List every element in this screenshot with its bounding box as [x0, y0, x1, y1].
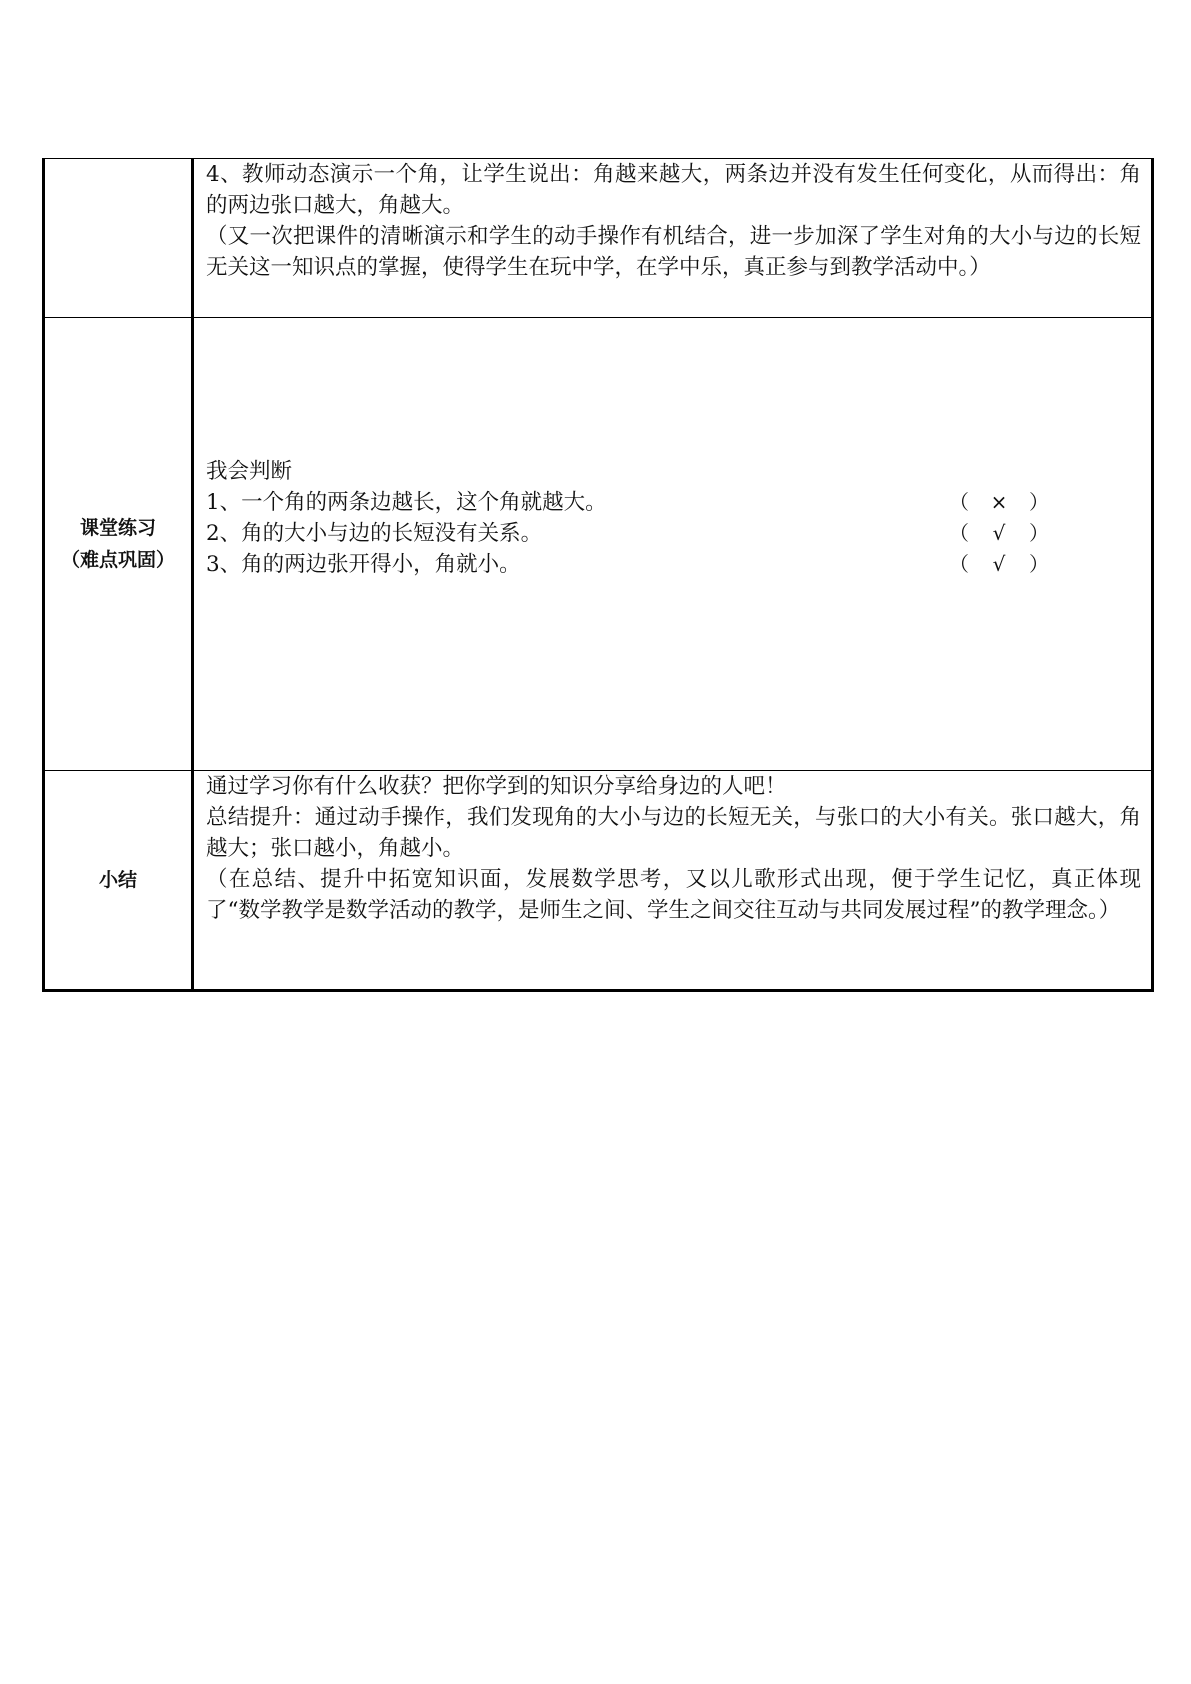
lesson-plan-table — [42, 158, 1154, 992]
judgement-item — [206, 487, 1141, 518]
close-paren: ） — [1029, 521, 1049, 545]
judgement-heading-line — [206, 456, 1141, 487]
summary-label: 小结 — [98, 869, 137, 891]
judgement-answer — [949, 549, 1049, 580]
table-row — [44, 771, 1153, 991]
table-row — [44, 159, 1153, 318]
open-paren: （ — [949, 521, 969, 545]
judgement-heading: 我会判断 — [206, 459, 293, 484]
summary-content-cell — [193, 771, 1153, 991]
practice-label: 课堂练习 — [79, 517, 156, 539]
open-paren: （ — [949, 490, 969, 514]
judgement-statement: 3、角的两边张开得小，角就小。 — [206, 552, 521, 577]
summary-label-cell — [44, 771, 193, 991]
practice-sublabel: （难点巩固） — [60, 549, 175, 571]
activity-step-text: 4、教师动态演示一个角，让学生说出：角越来越大，两条边并没有发生任何变化，从而得出：角的两边张口越大，角越大。 — [206, 162, 1141, 218]
judgement-item — [206, 549, 1141, 580]
summary-question-text: 通过学习你有什么收获？把你学到的知识分享给身边的人吧！ — [206, 774, 787, 799]
cross-mark: × — [990, 490, 1008, 514]
judgement-item — [206, 518, 1141, 549]
summary-note-text: （在总结、提升中拓宽知识面，发展数学思考，又以儿歌形式出现，便于学生记忆，真正体现了“数学教学是数学活动的教学，是师生之间、学生之间交往互动与共同发展过程”的教学理念。） — [206, 867, 1141, 923]
row-label-empty — [44, 159, 193, 318]
activity-note-text: （又一次把课件的清晰演示和学生的动手操作有机结合，进一步加深了学生对角的大小与边的长短无关这一知识点的掌握，使得学生在玩中学，在学中乐，真正参与到教学活动中。） — [206, 224, 1141, 280]
judgement-statement: 1、一个角的两条边越长，这个角就越大。 — [206, 490, 607, 515]
judgement-answer — [949, 487, 1049, 518]
summary-conclusion-text: 总结提升：通过动手操作，我们发现角的大小与边的长短无关，与张口的大小有关。张口越大，角越大；张口越小，角越小。 — [206, 805, 1141, 861]
judgement-answer — [949, 518, 1049, 549]
open-paren: （ — [949, 552, 969, 576]
practice-label-cell — [44, 318, 193, 771]
judgement-statement: 2、角的大小与边的长短没有关系。 — [206, 521, 543, 546]
judgement-exercise — [206, 318, 1141, 580]
close-paren: ） — [1029, 552, 1049, 576]
check-mark: √ — [992, 552, 1006, 576]
table-row — [44, 318, 1153, 771]
activity-content-cell — [193, 159, 1153, 318]
check-mark: √ — [992, 521, 1006, 545]
practice-content-cell — [193, 318, 1153, 771]
close-paren: ） — [1029, 490, 1049, 514]
